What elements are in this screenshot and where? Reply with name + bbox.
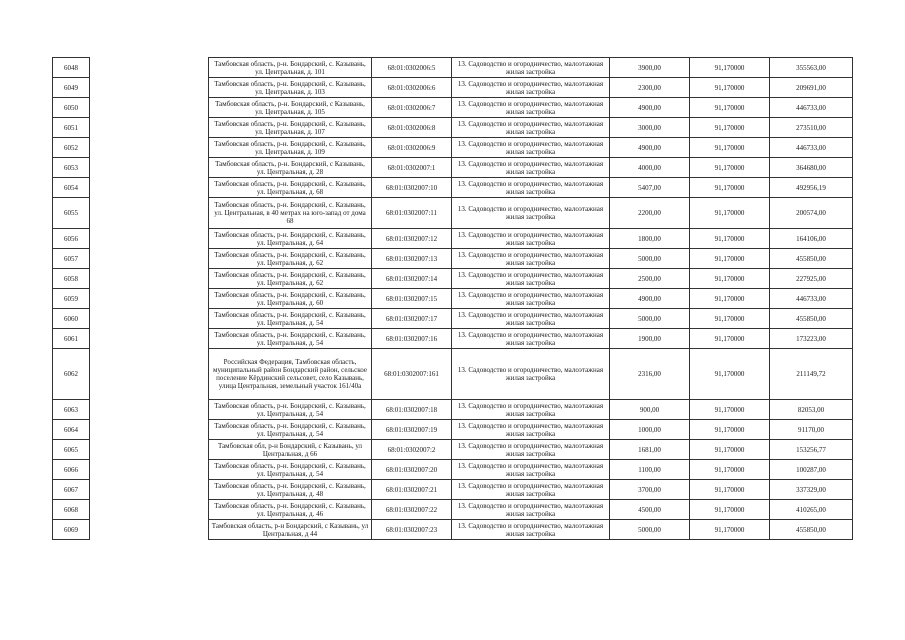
empty-cell <box>90 249 209 269</box>
table-row <box>53 158 853 178</box>
cadastral-value-cell: 410265,00 <box>770 500 853 520</box>
address-cell: Тамбовская область, р-н. Бондарский, с. Казывань, ул. Центральная, в 40 метрах на юго-запад от дома 68 <box>209 198 372 229</box>
empty-cell <box>90 329 209 349</box>
area-cell: 5000,00 <box>610 309 690 329</box>
area-cell: 2316,00 <box>610 349 690 400</box>
land-use-cell: 13. Садоводство и огородничество, малоэтажная жилая застройка <box>452 138 610 158</box>
empty-cell <box>90 309 209 329</box>
empty-cell <box>90 229 209 249</box>
cadastral-number-cell: 68:01:0302006:6 <box>372 78 452 98</box>
address-cell: Тамбовская область, р-н. Бондарский, с. Казывань, ул. Центральная, д. 46 <box>209 500 372 520</box>
area-cell: 5000,00 <box>610 249 690 269</box>
row-number: 6057 <box>53 249 90 269</box>
area-cell: 4900,00 <box>610 138 690 158</box>
rate-cell: 91,170000 <box>690 158 770 178</box>
land-use-cell: 13. Садоводство и огородничество, малоэтажная жилая застройка <box>452 178 610 198</box>
land-use-cell: 13. Садоводство и огородничество, малоэтажная жилая застройка <box>452 480 610 500</box>
table-row <box>53 138 853 158</box>
cadastral-number-cell: 68:01:0302007:13 <box>372 249 452 269</box>
cadastral-value-cell: 173223,00 <box>770 329 853 349</box>
address-cell: Тамбовская область, р-н. Бондарский, с. Казывань, ул. Центральная, д. 54 <box>209 460 372 480</box>
empty-cell <box>90 138 209 158</box>
table-row <box>53 460 853 480</box>
row-number: 6063 <box>53 400 90 420</box>
empty-cell <box>90 198 209 229</box>
cadastral-value-cell: 82053,00 <box>770 400 853 420</box>
area-cell: 3000,00 <box>610 118 690 138</box>
row-number: 6052 <box>53 138 90 158</box>
cadastral-number-cell: 68:01:0302007:22 <box>372 500 452 520</box>
area-cell: 2300,00 <box>610 78 690 98</box>
rate-cell: 91,170000 <box>690 229 770 249</box>
rate-cell: 91,170000 <box>690 138 770 158</box>
land-use-cell: 13. Садоводство и огородничество, малоэтажная жилая застройка <box>452 520 610 540</box>
land-use-cell: 13. Садоводство и огородничество, малоэтажная жилая застройка <box>452 229 610 249</box>
land-use-cell: 13. Садоводство и огородничество, малоэтажная жилая застройка <box>452 420 610 440</box>
cadastral-value-cell: 355563,00 <box>770 58 853 78</box>
land-use-cell: 13. Садоводство и огородничество, малоэтажная жилая застройка <box>452 58 610 78</box>
row-number: 6050 <box>53 98 90 118</box>
cadastral-number-cell: 68:01:0302007:20 <box>372 460 452 480</box>
cadastral-value-cell: 153256,77 <box>770 440 853 460</box>
empty-cell <box>90 349 209 400</box>
land-use-cell: 13. Садоводство и огородничество, малоэтажная жилая застройка <box>452 440 610 460</box>
rate-cell: 91,170000 <box>690 400 770 420</box>
rate-cell: 91,170000 <box>690 500 770 520</box>
cadastral-number-cell: 68:01:0302006:9 <box>372 138 452 158</box>
cadastral-number-cell: 68:01:0302007:16 <box>372 329 452 349</box>
row-number: 6049 <box>53 78 90 98</box>
cadastral-value-cell: 91170,00 <box>770 420 853 440</box>
address-cell: Тамбовская область, р-н Бондарский, с Казывань, ул Центральная, д 44 <box>209 520 372 540</box>
rate-cell: 91,170000 <box>690 329 770 349</box>
table-row <box>53 500 853 520</box>
rate-cell: 91,170000 <box>690 289 770 309</box>
rate-cell: 91,170000 <box>690 78 770 98</box>
cadastral-value-cell: 337329,00 <box>770 480 853 500</box>
address-cell: Тамбовская область, р-н. Бондарский, с. Казывань, ул. Центральная, д. 62 <box>209 249 372 269</box>
area-cell: 3900,00 <box>610 58 690 78</box>
area-cell: 1000,00 <box>610 420 690 440</box>
table-row <box>53 329 853 349</box>
address-cell: Тамбовская область, р-н. Бондарский, с. Казывань, ул. Центральная, д. 103 <box>209 78 372 98</box>
land-use-cell: 13. Садоводство и огородничество, малоэтажная жилая застройка <box>452 289 610 309</box>
table-row <box>53 249 853 269</box>
empty-cell <box>90 118 209 138</box>
land-use-cell: 13. Садоводство и огородничество, малоэтажная жилая застройка <box>452 269 610 289</box>
row-number: 6066 <box>53 460 90 480</box>
land-registry-table <box>52 57 853 540</box>
rate-cell: 91,170000 <box>690 520 770 540</box>
rate-cell: 91,170000 <box>690 440 770 460</box>
table-row <box>53 440 853 460</box>
rate-cell: 91,170000 <box>690 198 770 229</box>
cadastral-number-cell: 68:01:0302007:1 <box>372 158 452 178</box>
cadastral-value-cell: 209691,00 <box>770 78 853 98</box>
land-use-cell: 13. Садоводство и огородничество, малоэтажная жилая застройка <box>452 309 610 329</box>
land-use-cell: 13. Садоводство и огородничество, малоэтажная жилая застройка <box>452 249 610 269</box>
cadastral-number-cell: 68:01:0302007:15 <box>372 289 452 309</box>
row-number: 6062 <box>53 349 90 400</box>
address-cell: Тамбовская область, р-н. Бондарский, с. Казывань, ул. Центральная, д. 68 <box>209 178 372 198</box>
cadastral-value-cell: 273510,00 <box>770 118 853 138</box>
address-cell: Тамбовская область, р-н. Бондарский, с. Казывань, ул. Центральная, д. 107 <box>209 118 372 138</box>
cadastral-value-cell: 446733,00 <box>770 289 853 309</box>
cadastral-number-cell: 68:01:0302007:11 <box>372 198 452 229</box>
area-cell: 2500,00 <box>610 269 690 289</box>
table-row <box>53 289 853 309</box>
rate-cell: 91,170000 <box>690 178 770 198</box>
area-cell: 5407,00 <box>610 178 690 198</box>
table-row <box>53 78 853 98</box>
area-cell: 1800,00 <box>610 229 690 249</box>
area-cell: 4000,00 <box>610 158 690 178</box>
row-number: 6067 <box>53 480 90 500</box>
area-cell: 4900,00 <box>610 98 690 118</box>
address-cell: Тамбовская область, р-н. Бондарский, с. Казывань, ул. Центральная, д. 54 <box>209 309 372 329</box>
row-number: 6056 <box>53 229 90 249</box>
row-number: 6064 <box>53 420 90 440</box>
row-number: 6061 <box>53 329 90 349</box>
empty-cell <box>90 178 209 198</box>
row-number: 6059 <box>53 289 90 309</box>
address-cell: Российская Федерация, Тамбовская область, муниципальный район Бондарский район, сельское поселение Кёрдинский сельсовет, село Казывань, улица Центральная, земельный участок 161/40а <box>209 349 372 400</box>
land-use-cell: 13. Садоводство и огородничество, малоэтажная жилая застройка <box>452 500 610 520</box>
cadastral-number-cell: 68:01:0302007:12 <box>372 229 452 249</box>
land-use-cell: 13. Садоводство и огородничество, малоэтажная жилая застройка <box>452 198 610 229</box>
table-row <box>53 98 853 118</box>
row-number: 6060 <box>53 309 90 329</box>
area-cell: 900,00 <box>610 400 690 420</box>
table-row <box>53 309 853 329</box>
land-use-cell: 13. Садоводство и огородничество, малоэтажная жилая застройка <box>452 118 610 138</box>
empty-cell <box>90 158 209 178</box>
row-number: 6058 <box>53 269 90 289</box>
empty-cell <box>90 420 209 440</box>
address-cell: Тамбовская область, р-н. Бондарский, с Казывань, ул. Центральная, д. 105 <box>209 98 372 118</box>
land-use-cell: 13. Садоводство и огородничество, малоэтажная жилая застройка <box>452 329 610 349</box>
row-number: 6054 <box>53 178 90 198</box>
area-cell: 4500,00 <box>610 500 690 520</box>
cadastral-value-cell: 100287,00 <box>770 460 853 480</box>
cadastral-number-cell: 68:01:0302007:161 <box>372 349 452 400</box>
address-cell: Тамбовская область, р-н. Бондарский, с. Казывань, ул. Центральная, д. 54 <box>209 420 372 440</box>
table-row <box>53 349 853 400</box>
cadastral-value-cell: 227925,00 <box>770 269 853 289</box>
table-row <box>53 118 853 138</box>
rate-cell: 91,170000 <box>690 98 770 118</box>
address-cell: Тамбовская обл, р-н Бондарский, с Казывань, ул Центральная, д 66 <box>209 440 372 460</box>
table-row <box>53 480 853 500</box>
cadastral-value-cell: 455850,00 <box>770 520 853 540</box>
cadastral-value-cell: 446733,00 <box>770 98 853 118</box>
cadastral-value-cell: 446733,00 <box>770 138 853 158</box>
table-row <box>53 198 853 229</box>
cadastral-value-cell: 455850,00 <box>770 309 853 329</box>
cadastral-value-cell: 492956,19 <box>770 178 853 198</box>
row-number: 6048 <box>53 58 90 78</box>
table-row <box>53 520 853 540</box>
cadastral-number-cell: 68:01:0302007:21 <box>372 480 452 500</box>
empty-cell <box>90 58 209 78</box>
row-number: 6053 <box>53 158 90 178</box>
rate-cell: 91,170000 <box>690 309 770 329</box>
cadastral-number-cell: 68:01:0302007:19 <box>372 420 452 440</box>
cadastral-number-cell: 68:01:0302007:18 <box>372 400 452 420</box>
area-cell: 4900,00 <box>610 289 690 309</box>
table-row <box>53 58 853 78</box>
cadastral-value-cell: 200574,00 <box>770 198 853 229</box>
address-cell: Тамбовская область, р-н. Бондарский, с. Казывань, ул. Центральная, д. 54 <box>209 400 372 420</box>
address-cell: Тамбовская область, р-н. Бондарский, с. Казывань, ул. Центральная, д. 54 <box>209 329 372 349</box>
table-row <box>53 178 853 198</box>
cadastral-number-cell: 68:01:0302007:23 <box>372 520 452 540</box>
cadastral-value-cell: 164106,00 <box>770 229 853 249</box>
cadastral-value-cell: 455850,00 <box>770 249 853 269</box>
table-row <box>53 420 853 440</box>
address-cell: Тамбовская область, р-н. Бондарский, с Казывань, ул. Центральная, д. 28 <box>209 158 372 178</box>
cadastral-number-cell: 68:01:0302007:2 <box>372 440 452 460</box>
empty-cell <box>90 269 209 289</box>
empty-cell <box>90 440 209 460</box>
area-cell: 3700,00 <box>610 480 690 500</box>
address-cell: Тамбовская область, р-н. Бондарский, с. Казывань, ул. Центральная, д. 48 <box>209 480 372 500</box>
land-use-cell: 13. Садоводство и огородничество, малоэтажная жилая застройка <box>452 460 610 480</box>
table-body <box>53 58 853 540</box>
area-cell: 2200,00 <box>610 198 690 229</box>
address-cell: Тамбовская область, р-н. Бондарский, с. Казывань, ул. Центральная, д. 62 <box>209 269 372 289</box>
empty-cell <box>90 78 209 98</box>
land-use-cell: 13. Садоводство и огородничество, малоэтажная жилая застройка <box>452 78 610 98</box>
address-cell: Тамбовская область, р-н. Бондарский, с. Казывань, ул. Центральная, д. 60 <box>209 289 372 309</box>
land-use-cell: 13. Садоводство и огородничество, малоэтажная жилая застройка <box>452 400 610 420</box>
empty-cell <box>90 289 209 309</box>
land-use-cell: 13. Садоводство и огородничество, малоэтажная жилая застройка <box>452 349 610 400</box>
table-row <box>53 269 853 289</box>
empty-cell <box>90 500 209 520</box>
address-cell: Тамбовская область, р-н. Бондарский, с. Казывань, ул. Центральная, д. 64 <box>209 229 372 249</box>
cadastral-number-cell: 68:01:0302006:7 <box>372 98 452 118</box>
row-number: 6051 <box>53 118 90 138</box>
empty-cell <box>90 480 209 500</box>
row-number: 6068 <box>53 500 90 520</box>
land-use-cell: 13. Садоводство и огородничество, малоэтажная жилая застройка <box>452 98 610 118</box>
cadastral-number-cell: 68:01:0302007:17 <box>372 309 452 329</box>
cadastral-number-cell: 68:01:0302006:8 <box>372 118 452 138</box>
address-cell: Тамбовская область, р-н. Бондарский, с. Казывань, ул. Центральная, д. 109 <box>209 138 372 158</box>
row-number: 6069 <box>53 520 90 540</box>
row-number: 6055 <box>53 198 90 229</box>
area-cell: 5000,00 <box>610 520 690 540</box>
area-cell: 1681,00 <box>610 440 690 460</box>
rate-cell: 91,170000 <box>690 118 770 138</box>
rate-cell: 91,170000 <box>690 249 770 269</box>
rate-cell: 91,170000 <box>690 480 770 500</box>
cadastral-value-cell: 364680,00 <box>770 158 853 178</box>
area-cell: 1900,00 <box>610 329 690 349</box>
table-row <box>53 229 853 249</box>
table-row <box>53 400 853 420</box>
land-use-cell: 13. Садоводство и огородничество, малоэтажная жилая застройка <box>452 158 610 178</box>
cadastral-number-cell: 68:01:0302007:10 <box>372 178 452 198</box>
cadastral-number-cell: 68:01:0302007:14 <box>372 269 452 289</box>
cadastral-number-cell: 68:01:0302006:5 <box>372 58 452 78</box>
rate-cell: 91,170000 <box>690 349 770 400</box>
area-cell: 1100,00 <box>610 460 690 480</box>
rate-cell: 91,170000 <box>690 58 770 78</box>
rate-cell: 91,170000 <box>690 460 770 480</box>
empty-cell <box>90 460 209 480</box>
address-cell: Тамбовская область, р-н. Бондарский, с. Казывань, ул. Центральная, д. 101 <box>209 58 372 78</box>
rate-cell: 91,170000 <box>690 420 770 440</box>
empty-cell <box>90 400 209 420</box>
empty-cell <box>90 98 209 118</box>
cadastral-value-cell: 211149,72 <box>770 349 853 400</box>
rate-cell: 91,170000 <box>690 269 770 289</box>
empty-cell <box>90 520 209 540</box>
row-number: 6065 <box>53 440 90 460</box>
